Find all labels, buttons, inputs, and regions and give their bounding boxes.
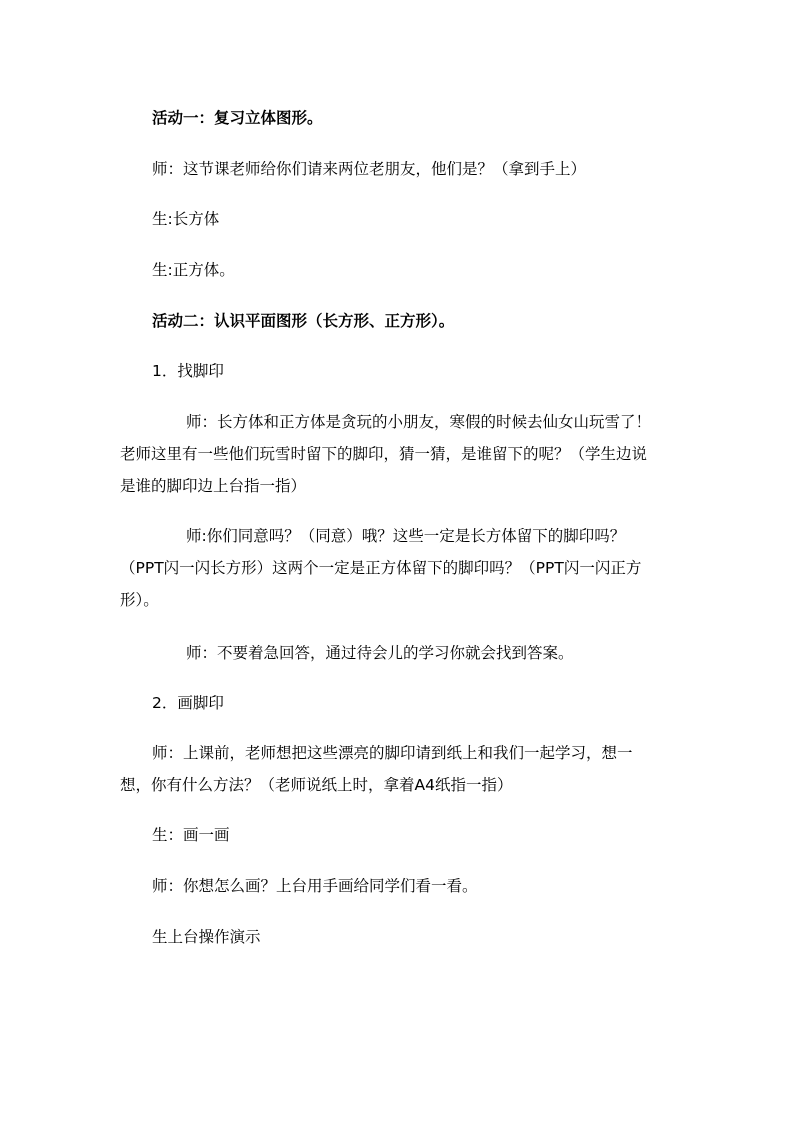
paragraph-line: 是谁的脚印边上台指一指） — [120, 477, 307, 495]
step-one-heading: 1．找脚印 — [152, 362, 224, 380]
teacher-dont-rush-line: 师：不要着急回答，通过待会儿的学习你就会找到答案。 — [186, 644, 574, 662]
paragraph-line: 形）。 — [120, 591, 159, 609]
teacher-draw-paragraph — [120, 737, 680, 801]
student-answer-cuboid: 生:长方体 — [152, 210, 220, 228]
teacher-intro-line: 师：这节课老师给你们请来两位老朋友，他们是？（拿到手上） — [152, 160, 587, 178]
student-draw-line: 生：画一画 — [152, 826, 230, 844]
student-answer-cube: 生:正方体。 — [152, 261, 235, 279]
activity-one-heading: 活动一：复习立体图形。 — [152, 109, 323, 127]
teacher-footprint-paragraph — [120, 406, 680, 502]
teacher-agree-paragraph — [120, 520, 680, 616]
teacher-how-draw-line: 师：你想怎么画？上台用手画给同学们看一看。 — [152, 877, 478, 895]
paragraph-line: 老师这里有一些他们玩雪时留下的脚印，猜一猜，是谁留下的呢？（学生边说 — [120, 445, 648, 463]
paragraph-line: （PPT闪一闪长方形）这两个一定是正方体留下的脚印吗？（PPT闪一闪正方 — [120, 559, 642, 577]
paragraph-line: 师：上课前，老师想把这些漂亮的脚印请到纸上和我们一起学习，想一 — [152, 744, 633, 762]
paragraph-line: 想，你有什么方法？（老师说纸上时，拿着A4纸指一指） — [120, 776, 513, 794]
activity-two-heading: 活动二：认识平面图形（长方形、正方形）。 — [152, 312, 455, 330]
paragraph-line: 师：长方体和正方体是贪玩的小朋友，寒假的时候去仙女山玩雪了！ — [186, 413, 652, 431]
student-demo-line: 生上台操作演示 — [152, 928, 261, 946]
step-two-heading: 2．画脚印 — [152, 694, 224, 712]
paragraph-line: 师:你们同意吗？（同意）哦？这些一定是长方体留下的脚印吗？ — [186, 527, 626, 545]
